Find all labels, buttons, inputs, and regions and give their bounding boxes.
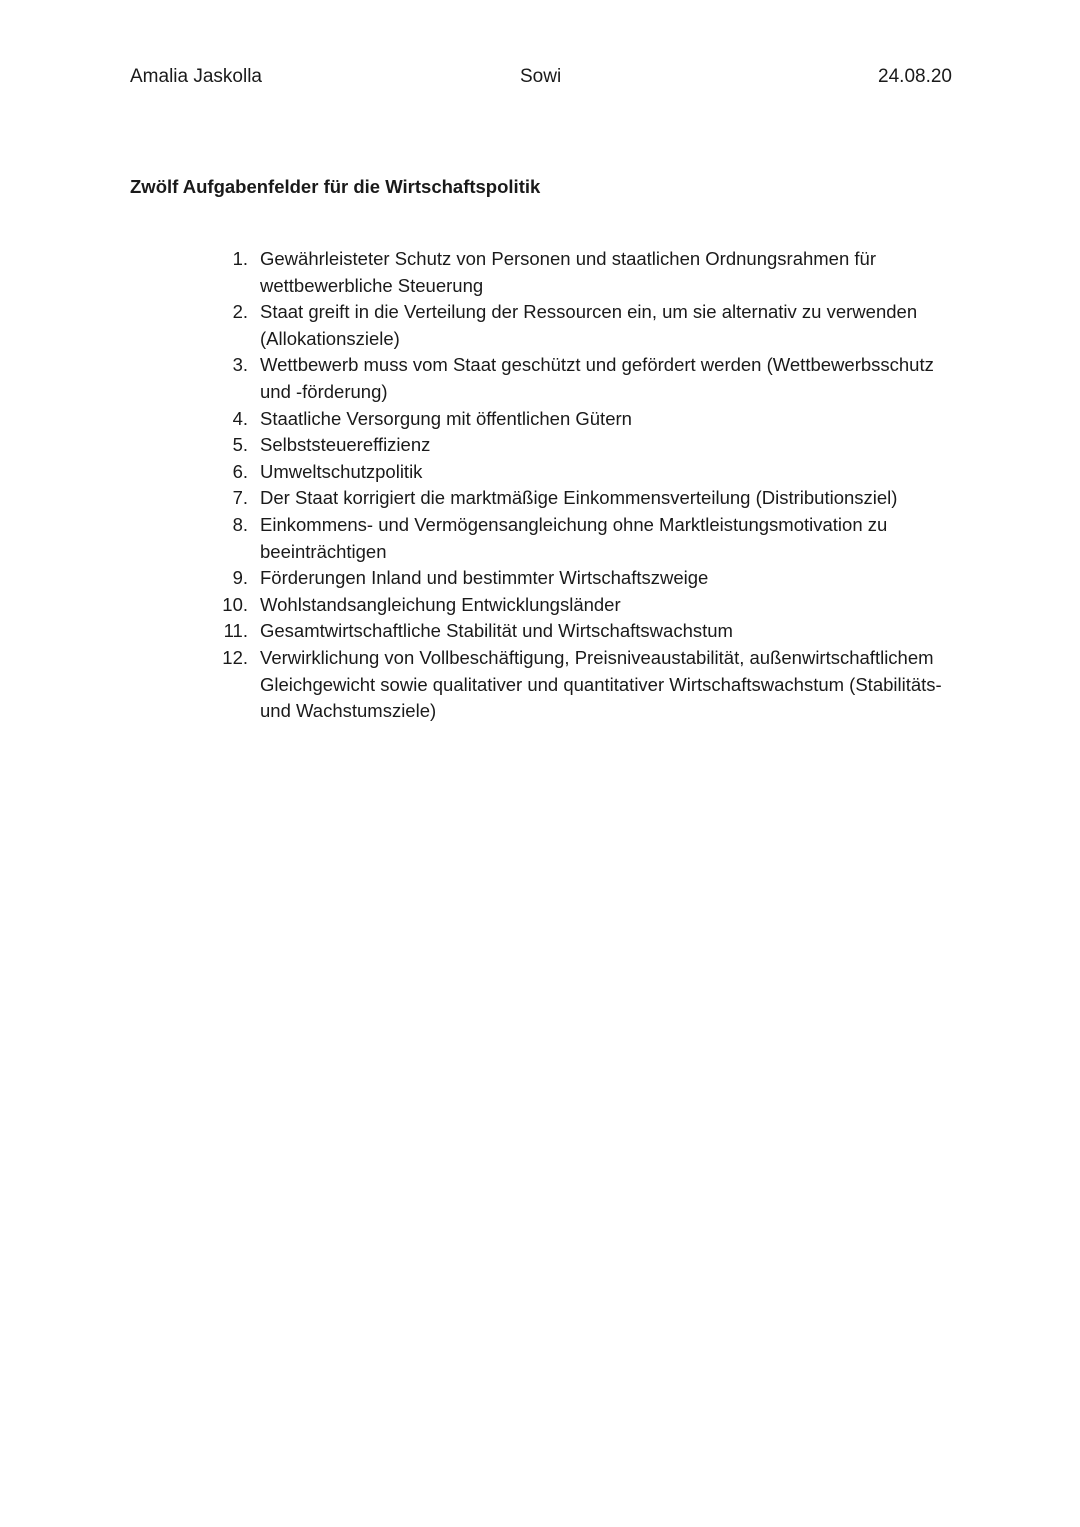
list-item-number: 11. (223, 620, 248, 642)
list-item-text: Der Staat korrigiert die marktmäßige Einkommensverteilung (Distributionsziel) (260, 487, 898, 509)
list-item-number: 6. (232, 460, 248, 482)
list-item-number: 12. (222, 646, 248, 668)
list-item-number: 8. (232, 513, 248, 535)
list-item-text: Förderungen Inland und bestimmter Wirtschaftszweige (260, 567, 709, 589)
list-item-number: 7. (232, 487, 248, 509)
document-title: Zwölf Aufgabenfelder für die Wirtschaftspolitik (130, 176, 541, 197)
header-subject: Sowi (520, 66, 562, 87)
list-item-number: 3. (232, 354, 248, 376)
list-item (218, 592, 958, 619)
list-item (218, 459, 958, 486)
list-item (218, 299, 958, 352)
list-item-number: 2. (232, 301, 248, 323)
list-item (218, 485, 958, 512)
list-item-number: 9. (232, 567, 248, 589)
list-item-number: 10. (222, 593, 248, 615)
list-item-text: Wohlstandsangleichung Entwicklungsländer (260, 593, 621, 615)
header-author: Amalia Jaskolla (130, 66, 262, 87)
list-item (218, 352, 958, 405)
list-item-text: Verwirklichung von Vollbeschäftigung, Preisniveaustabilität, außenwirtschaftlichem Gleichgewicht sowie qualitativer und quantitativer Wirtschaftswachstum (Stabilitäts- und Wachstumsziele) (260, 646, 942, 722)
list-item (218, 406, 958, 433)
list-item-number: 5. (232, 434, 248, 456)
list-item-text: Wettbewerb muss vom Staat geschützt und gefördert werden (Wettbewerbsschutz und -förderung) (260, 354, 934, 402)
list-item (218, 618, 958, 645)
list-item (218, 512, 958, 565)
list-item (218, 645, 958, 725)
task-list (218, 246, 958, 725)
list-item-text: Staat greift in die Verteilung der Ressourcen ein, um sie alternativ zu verwenden (Allokationsziele) (260, 301, 918, 349)
list-item-text: Selbststeuereffizienz (260, 434, 431, 456)
list-item-text: Einkommens- und Vermögensangleichung ohne Marktleistungsmotivation zu beeinträchtigen (260, 513, 888, 562)
list-item-text: Staatliche Versorgung mit öffentlichen Gütern (260, 407, 632, 429)
list-item-number: 4. (232, 407, 248, 429)
list-item (218, 565, 958, 592)
list-item-text: Gesamtwirtschaftliche Stabilität und Wirtschaftswachstum (260, 620, 733, 642)
list-item-number: 1. (232, 248, 248, 269)
header-date: 24.08.20 (878, 66, 952, 87)
page-header (130, 66, 952, 94)
list-item-text: Umweltschutzpolitik (260, 460, 423, 482)
list-item (218, 246, 958, 299)
list-item (218, 432, 958, 459)
list-item-text: Gewährleisteter Schutz von Personen und staatlichen Ordnungsrahmen für wettbewerbliche Steuerung (260, 248, 876, 296)
